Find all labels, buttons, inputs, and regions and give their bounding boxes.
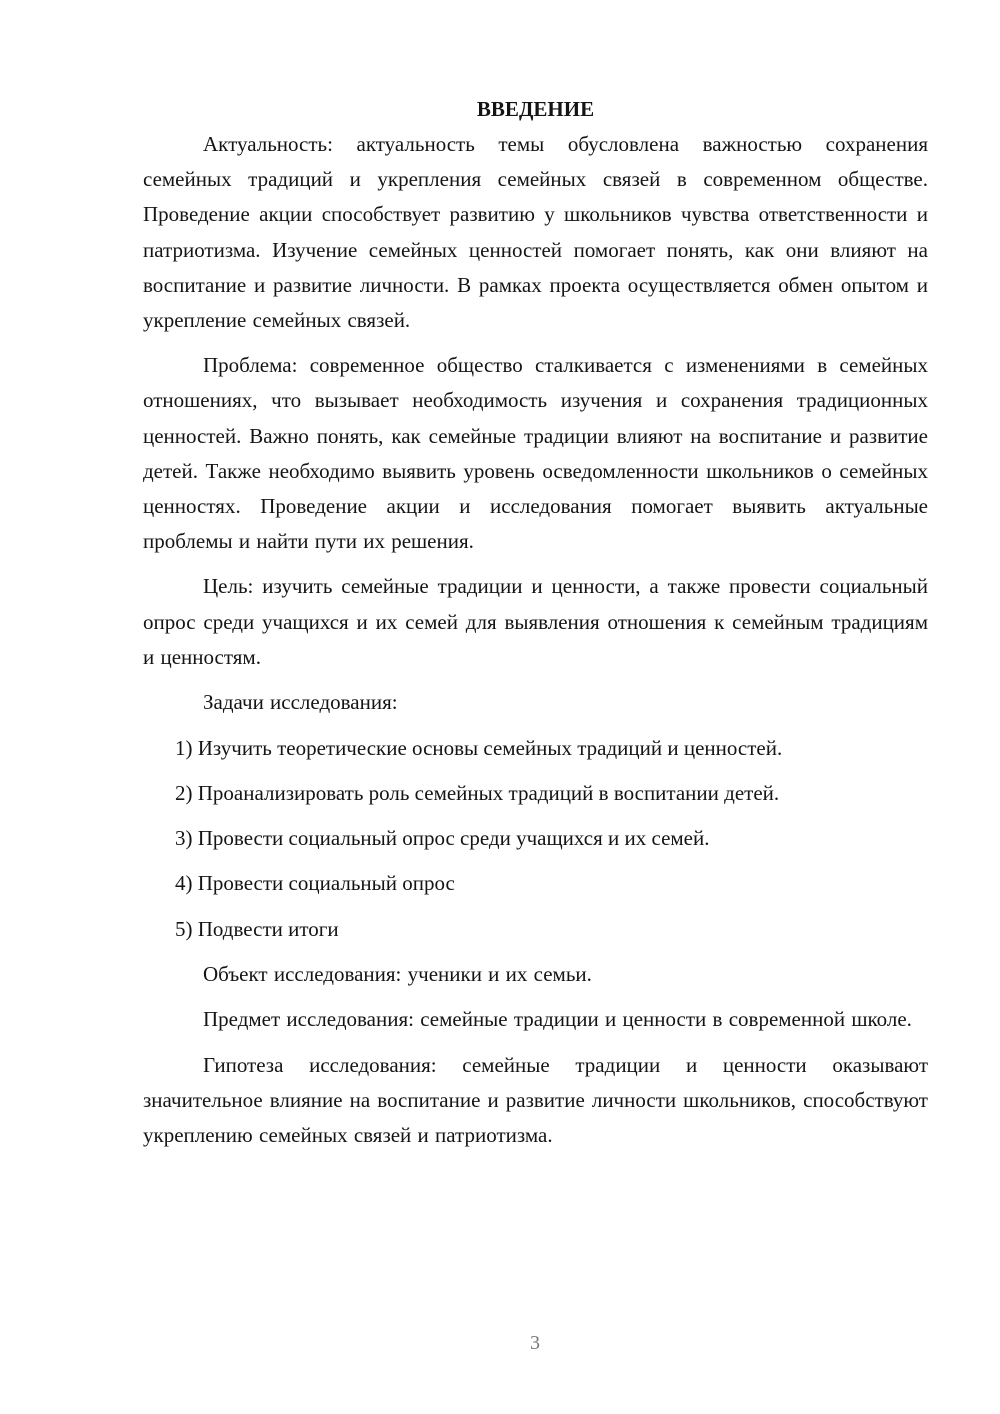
section-heading: ВВЕДЕНИЕ (476, 97, 595, 121)
problem-paragraph: Проблема: современное общество сталкивается с изменениями в семейных отношениях, что вызывает необходимость изучения и сохранения традиционных ценностей. Важно понять, как семейные традиции влияют на воспитание и развитие детей. Также необходимо выявить уровень осведомленности школьников о семейных ценностях. Проведение акции и исследования помогает выявить актуальные проблемы и найти пути их решения. (143, 353, 928, 554)
task-item: 4) Провести социальный опрос (175, 871, 455, 896)
task-item: 5) Подвести итоги (175, 916, 339, 941)
subject-paragraph: Предмет исследования: семейные традиции и ценности в современной школе. (203, 1007, 912, 1032)
task-item: 1) Изучить теоретические основы семейных традиций и ценностей. (175, 735, 783, 760)
hypothesis-paragraph: Гипотеза исследования: семейные традиции и ценности оказывают значительное влияние на воспитание и развитие личности школьников, способствуют укреплению семейных связей и патриотизма. (143, 1052, 928, 1148)
task-item: 2) Проанализировать роль семейных традиций в воспитании детей. (175, 780, 780, 805)
page-number: 3 (530, 1332, 540, 1354)
task-item: 3) Провести социальный опрос среди учащихся и их семей. (175, 826, 710, 851)
document-page (143, 92, 928, 1163)
object-paragraph: Объект исследования: ученики и их семьи. (203, 961, 592, 986)
tasks-title: Задачи исследования: (203, 690, 398, 715)
relevance-paragraph: Актуальность: актуальность темы обусловлена важностью сохранения семейных традиций и укрепления семейных связей в современном обществе. Проведение акции способствует развитию у школьников чувства ответственности и патриотизма. Изучение семейных ценностей помогает понять, как они влияют на воспитание и развитие личности. В рамках проекта осуществляется обмен опытом и укрепление семейных связей. (143, 132, 928, 333)
goal-paragraph: Цель: изучить семейные традиции и ценности, а также провести социальный опрос среди учащихся и их семей для выявления отношения к семейным традициям и ценностям. (143, 574, 928, 669)
tasks-list (143, 731, 928, 947)
